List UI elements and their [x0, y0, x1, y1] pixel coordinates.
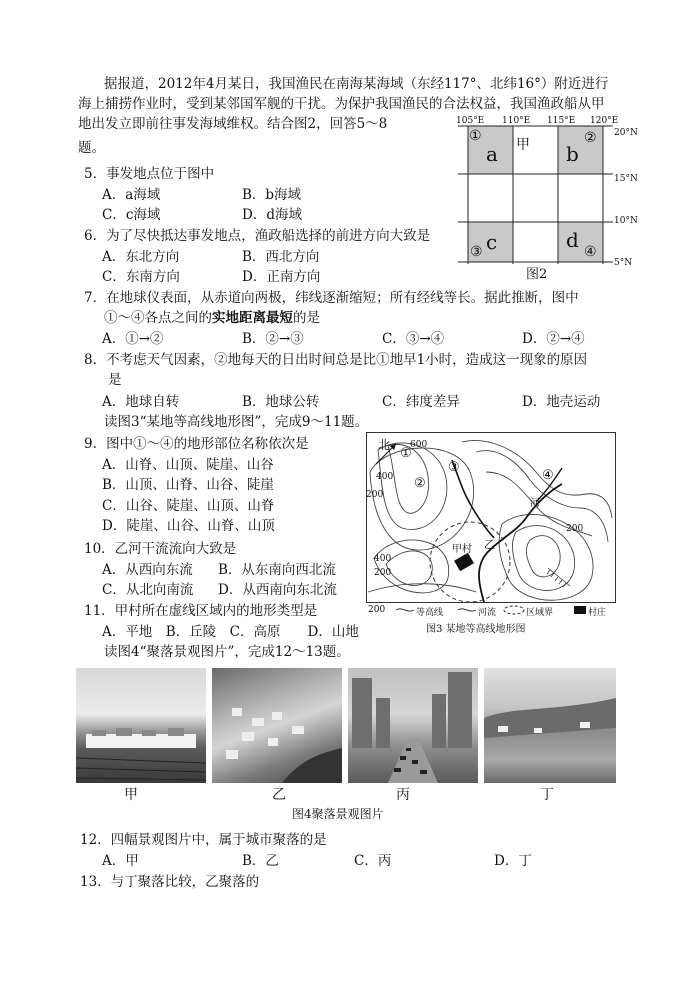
- contour-200-c: 200: [566, 524, 584, 534]
- contour-lines: [368, 440, 612, 600]
- photo-label-jia: 甲: [124, 787, 138, 803]
- q10-option-a: A．从西向东流: [102, 562, 193, 578]
- village-marker: [454, 553, 474, 571]
- q6-option-b: B．西北方向: [242, 249, 320, 265]
- intro-fig4: 读图4“聚落景观图片”，完成12～13题。: [104, 644, 350, 660]
- jia-label: 甲: [516, 137, 530, 153]
- lat-label-15: 15°N: [614, 174, 638, 184]
- point-1: ①: [469, 128, 482, 144]
- q8-option-a: A．地球自转: [102, 394, 180, 410]
- photo-bing-svg: [348, 668, 478, 783]
- intro-text: 据报道，2012年4月某日，我国渔民在南海某海域（东经117°、北纬16°）附近进行海上捕捞作业时，受到某邻国军舰的干扰。为保护我国渔民的合法权益，我国渔政船从甲地出发立即前往事发海域维权。结合图2，回答5～8: [78, 76, 609, 132]
- q7-option-a: A．①→②: [102, 331, 164, 347]
- q5-stem: 5．事发地点位于图中: [84, 166, 215, 182]
- q10-stem: 10．乙河干流流向大致是: [84, 541, 237, 557]
- q6-option-a: A．东北方向: [102, 249, 180, 265]
- north-label: 北: [378, 438, 391, 452]
- lon-label-105: 105°E: [456, 116, 485, 126]
- photo-bing: [348, 668, 478, 783]
- contour-200-b: 200: [374, 568, 392, 578]
- point-3: ③: [470, 244, 483, 260]
- q9-option-b: B．山顶、山脊、山谷、陡崖: [102, 477, 274, 493]
- q5-option-a: A．a海域: [102, 187, 161, 203]
- q7-option-b: B．②→③: [242, 331, 304, 347]
- photo-jia: [76, 668, 206, 783]
- q7-stem-2a: ①～④各点之间的: [104, 310, 212, 326]
- q12-option-b: B．乙: [242, 853, 279, 869]
- q10-option-b: B．从东南向西北流: [218, 562, 336, 578]
- q5-option-c: C．c海域: [102, 207, 161, 223]
- q9-option-c: C．山谷、陡崖、山顶、山脊: [102, 498, 275, 514]
- intro-end: 题。: [78, 140, 105, 156]
- q8-stem-line2: 是: [108, 372, 122, 388]
- lon-label-120: 120°E: [590, 116, 619, 126]
- legend-river: 河流: [478, 608, 497, 618]
- contour-400-a: 400: [376, 472, 394, 482]
- map-point-2: ②: [414, 476, 426, 491]
- river-name: 乙: [484, 538, 495, 551]
- photo-yi-svg: [212, 668, 342, 783]
- q6-stem: 6．为了尽快抵达事发地点，渔政船选择的前进方向大致是: [84, 228, 431, 244]
- q12-option-d: D．丁: [494, 853, 532, 869]
- figure-2-caption: 图2: [526, 267, 548, 282]
- photo-ding: [484, 668, 616, 783]
- figure-3: [366, 432, 616, 636]
- q8-option-d: D．地壳运动: [522, 394, 601, 410]
- q6-option-d: D．正南方向: [242, 269, 321, 285]
- q11-stem: 11．甲村所在虚线区域内的地形类型是: [84, 603, 318, 619]
- q7-option-c: C．③→④: [382, 331, 445, 347]
- q12-stem: 12．四幅景观图片中，属于城市聚落的是: [80, 832, 327, 848]
- photo-ding-svg: [484, 668, 616, 783]
- q7-emphasis: 实地距离最短: [212, 310, 293, 326]
- q7-option-d: D．②→④: [522, 331, 585, 347]
- lat-label-20: 20°N: [614, 128, 638, 138]
- map-point-1: ①: [400, 446, 412, 461]
- photo-label-ding: 丁: [540, 787, 554, 803]
- q7-stem: 7．在地球仪表面，从赤道向两极，纬线逐渐缩短；所有经线等长。据此推断，图中: [84, 290, 579, 306]
- contour-200-a: 200: [366, 490, 384, 500]
- photo-label-yi: 乙: [272, 787, 286, 803]
- photo-jia-svg: [76, 668, 206, 783]
- q8-option-b: B．地球公转: [242, 394, 320, 410]
- village-name: 甲村: [452, 544, 472, 555]
- lon-label-110: 110°E: [502, 116, 531, 126]
- cell-c-label: c: [486, 230, 498, 254]
- cell-b-label: b: [566, 142, 579, 166]
- contour-400-b: 400: [374, 554, 392, 564]
- q8-stem: 8．不考虑天气因素，②地每天的日出时间总是比①地早1小时，造成这一现象的原因: [84, 352, 588, 368]
- contour-600: 600: [410, 440, 428, 450]
- lon-label-115: 115°E: [547, 116, 576, 126]
- q5-option-b: B．b海域: [242, 187, 302, 203]
- q9-stem: 9．图中①～④的地形部位名称依次是: [84, 436, 309, 452]
- photo-yi: [212, 668, 342, 783]
- point-4: ④: [584, 244, 597, 260]
- q10-option-d: D．从西南向东北流: [218, 582, 337, 598]
- cell-d-label: d: [566, 228, 579, 252]
- figure-3-caption: 图3 某地等高线地形图: [426, 624, 526, 635]
- cliff-hachure: [547, 568, 570, 587]
- map-point-4: ④: [542, 468, 554, 483]
- lat-label-5: 5°N: [614, 258, 633, 268]
- q13-stem: 13．与丁聚落比较，乙聚落的: [80, 874, 260, 890]
- intro-fig3: 读图3“某地等高线地形图”，完成9～11题。: [104, 414, 369, 430]
- river-char: 河: [530, 498, 540, 509]
- figure-4-caption: 图4聚落景观图片: [292, 807, 384, 821]
- legend-boundary: 区域界: [526, 608, 554, 618]
- q7-stem-2c: 的是: [293, 310, 320, 326]
- cell-a-label: a: [486, 142, 498, 166]
- point-2: ②: [584, 130, 597, 146]
- q11-options: A．平地 B．丘陵 C．高原 D．山地: [102, 624, 359, 640]
- q5-option-d: D．d海域: [242, 207, 302, 223]
- q12-option-c: C．丙: [354, 853, 392, 869]
- map-point-3: ③: [448, 460, 460, 475]
- photo-label-bing: 丙: [396, 787, 410, 803]
- q6-option-c: C．东南方向: [102, 269, 180, 285]
- q12-option-a: A．甲: [102, 853, 139, 869]
- legend-200: 200: [368, 605, 386, 615]
- lat-label-10: 10°N: [614, 216, 638, 226]
- q8-option-c: C．纬度差异: [382, 394, 460, 410]
- figure-2-svg: [458, 112, 688, 282]
- q10-option-c: C．从北向南流: [102, 582, 194, 598]
- q9-option-d: D．陡崖、山谷、山脊、山顶: [102, 518, 275, 534]
- q7-stem-line2: [104, 306, 320, 326]
- legend-village: 村庄: [588, 608, 607, 618]
- q9-option-a: A．山脊、山顶、陡崖、山谷: [102, 457, 274, 473]
- figure-2: [458, 112, 688, 282]
- legend-contour: 等高线: [416, 608, 444, 618]
